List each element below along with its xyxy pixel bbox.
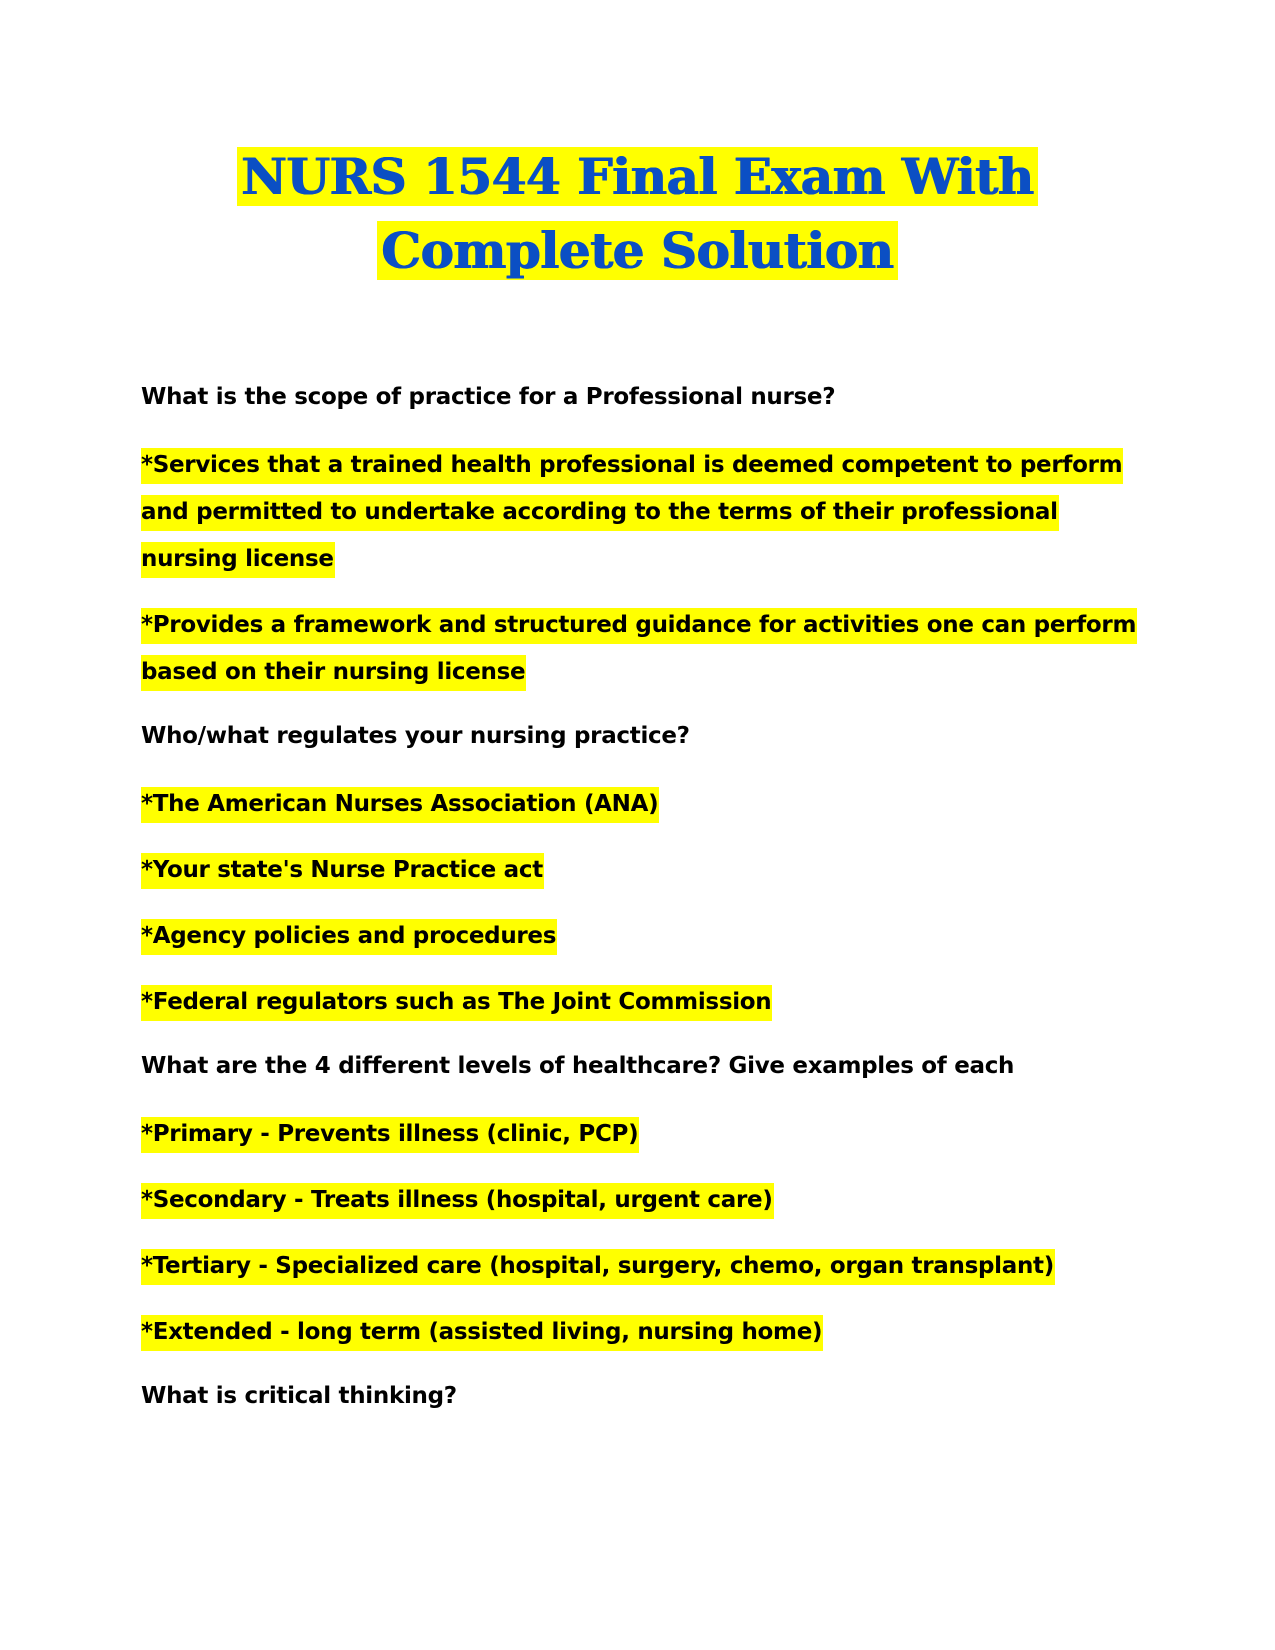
question-regulation: Who/what regulates your nursing practice?	[141, 723, 690, 749]
answer-regulation-federal	[141, 979, 1141, 1026]
question-healthcare-levels: What are the 4 different levels of healthcare? Give examples of each	[141, 1053, 1015, 1079]
answer-level-tertiary	[141, 1243, 1141, 1290]
qa-content	[141, 376, 1141, 1441]
answer-scope-framework	[141, 602, 1141, 696]
answer-scope-services	[141, 442, 1141, 583]
answer-regulation-agency	[141, 913, 1141, 960]
answer-text: *Tertiary - Specialized care (hospital, surgery, chemo, organ transplant)	[141, 1249, 1055, 1285]
answer-text: *Primary - Prevents illness (clinic, PCP)	[141, 1117, 639, 1153]
answer-text: *Provides a framework and structured guidance for activities one can perform based on their nursing license	[141, 608, 1137, 691]
answer-level-primary	[141, 1111, 1141, 1158]
answer-text: *Secondary - Treats illness (hospital, urgent care)	[141, 1183, 774, 1219]
answer-text: *The American Nurses Association (ANA)	[141, 787, 659, 823]
question-critical-thinking: What is critical thinking?	[141, 1383, 457, 1409]
page-title-line-2: Complete Solution	[377, 221, 897, 280]
question-scope-of-practice: What is the scope of practice for a Professional nurse?	[141, 384, 836, 410]
answer-regulation-ana	[141, 781, 1141, 828]
answer-regulation-state-act	[141, 847, 1141, 894]
answer-text: *Your state's Nurse Practice act	[141, 853, 544, 889]
page-title	[0, 140, 1275, 288]
answer-level-extended	[141, 1309, 1141, 1356]
answer-text: *Services that a trained health professional is deemed competent to perform and permitted to undertake according to the terms of their professional nursing license	[141, 448, 1123, 578]
answer-level-secondary	[141, 1177, 1141, 1224]
answer-text: *Federal regulators such as The Joint Commission	[141, 985, 772, 1021]
answer-text: *Agency policies and procedures	[141, 919, 557, 955]
answer-text: *Extended - long term (assisted living, nursing home)	[141, 1315, 823, 1351]
page-title-line-1: NURS 1544 Final Exam With	[237, 147, 1037, 206]
